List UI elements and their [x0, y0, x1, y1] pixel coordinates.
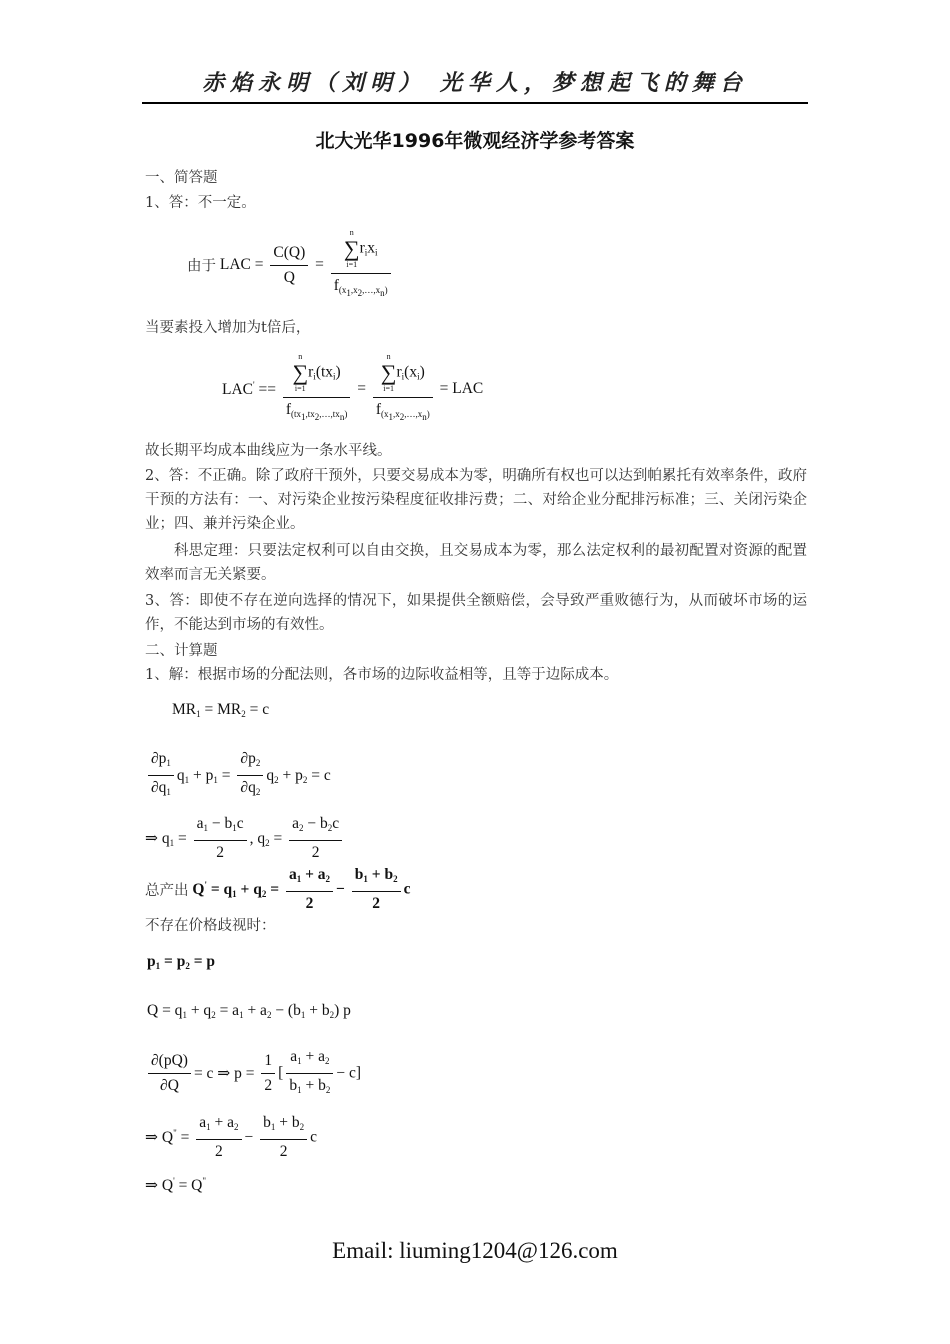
scaled-input-sentence: 当要素投入增加为t倍后，: [145, 320, 311, 336]
equation-lac-definition: 由于 LAC = $\frac{C(Q)}{Q}$ = n ∑ i=1 $r_ix_i$ $f_{(x_1,x_2,\dots,x_n)}$: [187, 228, 394, 302]
equation-lac-scaled: LAC' == n ∑ i=1 $r_i(tx_i)$ $f_{(tx_1,tx_2,\dots,tx_n)}$ = n ∑ i=1 $r_i(x_i)$ $f_{(x_1,x_2,\dots,x_n)}$ = LAC: [222, 352, 484, 422]
coase-theorem-paragraph: 科思定理：只要法定权利可以自由交换，且交易成本为零，那么法定权利的最初配置对资源的配置效率而言无关紧要。: [145, 543, 807, 583]
equation-demand-sum: $Q = q_1 + q_2 = a_1 + a_2 - (b_1 + b_2)$ p: [147, 1002, 351, 1020]
page-header: 赤焰永明（刘明） 光华人，梦想起飞的舞台: [202, 70, 748, 96]
section-heading-short-answer: 一、简答题: [145, 170, 218, 186]
answer-2-paragraph: 2、答：不正确。除了政府干预外，只要交易成本为零，明确所有权也可以达到帕累托有效率条件，政府干预的方法有：一、对污染企业按污染程度征收排污费；二、对给企业分配排污标准；三、关闭污染企业；四、兼并污染企业。: [145, 468, 807, 532]
header-rule: [142, 102, 808, 104]
no-price-discrimination-label: 不存在价格歧视时：: [145, 918, 276, 934]
equation-profit-max: $\frac{\partial(pQ)}{\partial Q}$ = c ⇒ p = $\frac{1}{2}$ [ $\frac{a_1 + a_2}{b_1 + b_2}$ − c]: [145, 1048, 361, 1099]
equation-prefix: 由于: [187, 258, 216, 275]
equation-equal-prices: $p_1 = p_2 = p$: [147, 953, 216, 971]
section-heading-calculation: 二、计算题: [145, 643, 218, 659]
equation-quantities: ⇒ $q_1$ = $\frac{a_1 - b_1c}{2}$ , $q_2$ = $\frac{a_2 - b_2c}{2}$: [145, 815, 345, 862]
document-title: 北大光华1996年微观经济学参考答案: [315, 130, 635, 152]
equation-total-output: 总产出 $Q' = q_1 + q_2$ = $\frac{a_1 + a_2}{2}$ − $\frac{b_1 + b_2}{2}$ c: [145, 866, 411, 912]
answer-1-conclusion: 故长期平均成本曲线应为一条水平线。: [145, 443, 392, 459]
equation-q-double-prime: ⇒ Q" = $\frac{a_1 + a_2}{2}$ − $\frac{b_1 + b_2}{2}$ c: [145, 1114, 318, 1160]
equation-equivalence: ⇒ Q' = Q": [145, 1176, 207, 1195]
answer-1-intro: 1、答：不一定。: [145, 195, 256, 211]
footer-email: Email: liuming1204@126.com: [332, 1238, 618, 1263]
total-output-label: 总产出: [145, 883, 189, 899]
calculation-1-intro: 1、解：根据市场的分配法则，各市场的边际收益相等，且等于边际成本。: [145, 667, 619, 683]
answer-3-paragraph: 3、答：即使不存在逆向选择的情况下，如果提供全额赔偿，会导致严重败德行为，从而破坏市场的运作，不能达到市场的有效性。: [145, 593, 807, 633]
equation-mr-equal: $MR_1 = MR_2 = c$: [172, 701, 270, 719]
equation-marginal-revenue: $\frac{\partial p_1}{\partial q_1}$ $q_1 + p_1$ = $\frac{\partial p_2}{\partial q_2}$ $q_2 + p_2 = c$: [145, 750, 331, 801]
